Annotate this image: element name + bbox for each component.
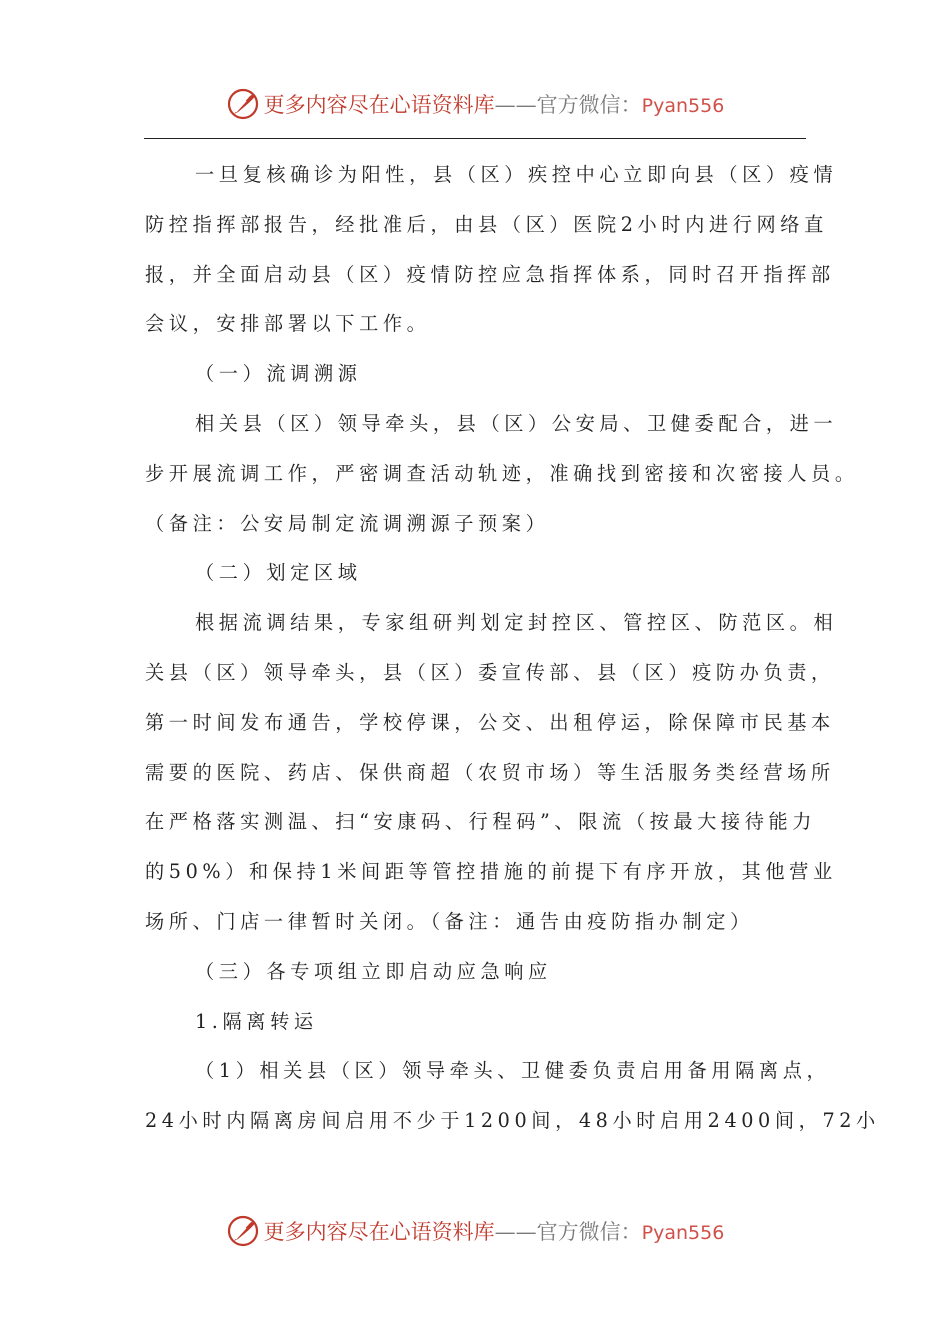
watermark-text [264,89,725,119]
text-line: （备注：公安局制定流调溯源子预案） [145,511,550,535]
paragraph-1 [145,150,838,349]
text-line: 步开展流调工作，严密调查活动轨迹，准确找到密接和次密接人员。 [145,461,859,485]
footer-watermark [0,1211,950,1251]
paragraph-2 [145,399,859,548]
text-line: 一旦复核确诊为阳性，县（区）疾控中心立即向县（区）疫情 [195,163,838,186]
text-line: 的50%）和保持1米间距等管控措施的前提下有序开放，其他营业 [145,860,837,884]
watermark-dash: —— [494,1220,537,1244]
watermark-prefix: 更多内容尽在心语资料库 [263,1220,495,1244]
watermark-text [264,1216,725,1246]
text-line: 需要的医院、药店、保供商超（农贸市场）等生活服务类经营场所 [145,760,835,784]
paragraph-4 [145,1046,880,1146]
watermark-wechat-label: 官方微信： [536,93,642,117]
section-heading-2 [145,548,809,598]
text-line: 防控指挥部报告，经批准后，由县（区）医院2小时内进行网络直 [145,212,828,236]
watermark-wechat-id: Pyan556 [641,95,725,117]
subsection-heading-1 [145,997,809,1047]
document-body [145,150,880,1146]
section-heading-1 [145,349,809,399]
text-line: 报，并全面启动县（区）疫情防控应急指挥体系，同时召开指挥部 [145,262,835,286]
text-line: 相关县（区）领导牵头，县（区）公安局、卫健委配合，进一 [195,411,838,435]
heading-text: （一）流调溯源 [195,362,362,386]
quill-logo-icon [226,87,260,121]
header-watermark [0,84,950,124]
watermark-dash: —— [494,93,537,117]
text-line: 会议，安排部署以下工作。 [145,312,431,336]
watermark-prefix: 更多内容尽在心语资料库 [263,93,495,117]
text-line: 24小时内隔离房间启用不少于1200间，48小时启用2400间，72小 [145,1109,880,1133]
heading-text: （二）划定区域 [195,561,362,585]
header-divider [144,138,806,139]
paragraph-3 [145,598,838,947]
text-line: 关县（区）领导牵头，县（区）委宣传部、县（区）疫防办负责， [145,660,835,684]
watermark-wechat-id: Pyan556 [641,1222,725,1244]
section-heading-3 [145,947,809,997]
text-line: 根据流调结果，专家组研判划定封控区、管控区、防范区。相 [195,611,838,635]
text-line: 场所、门店一律暂时关闭。（备注：通告由疫防指办制定） [145,909,754,933]
text-line: （1）相关县（区）领导牵头、卫健委负责启用备用隔离点， [195,1059,831,1083]
watermark-wechat-label: 官方微信： [536,1220,642,1244]
text-line: 在严格落实测温、扫“安康码、行程码”、限流（按最大接待能力 [145,810,817,834]
heading-text: 1.隔离转运 [195,1009,318,1033]
quill-logo-icon [226,1214,260,1248]
heading-text: （三）各专项组立即启动应急响应 [195,959,552,983]
text-line: 第一时间发布通告，学校停课，公交、出租停运，除保障市民基本 [145,710,835,734]
